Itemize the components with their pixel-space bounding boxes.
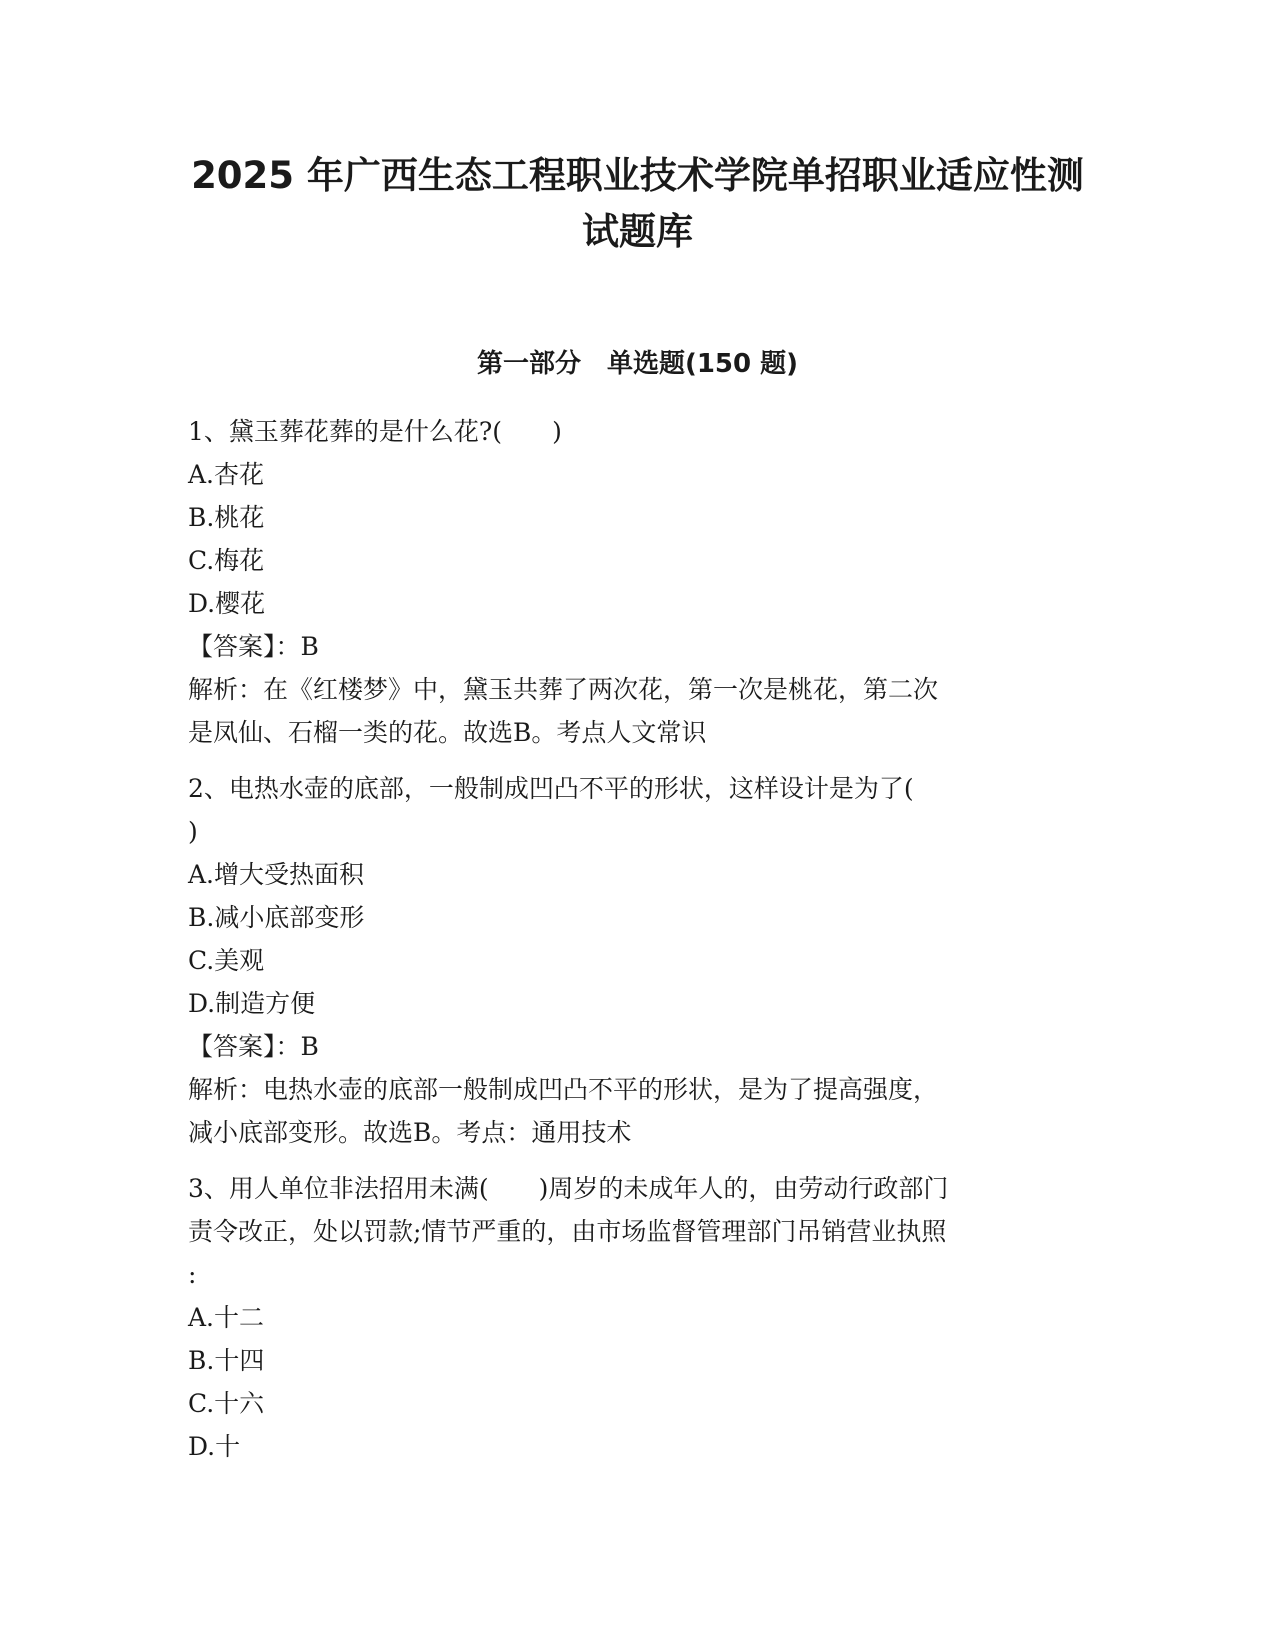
document-title [160, 148, 1115, 260]
option-b: B.减小底部变形 [188, 903, 365, 932]
question-stem: 3、用人单位非法招用未满( )周岁的未成年人的，由劳动行政部门 [188, 1174, 949, 1203]
section-title: 第一部分 单选题(150 题) [476, 349, 799, 379]
option-b: B.十四 [188, 1346, 265, 1375]
option-b: B.桃花 [188, 503, 265, 532]
option-c: C.十六 [188, 1389, 265, 1418]
answer-label: 【答案】：B [188, 1032, 319, 1061]
option-c: C.梅花 [188, 546, 265, 575]
title-line-1: 2025 年广西生态工程职业技术学院单招职业适应性测 [191, 154, 1084, 197]
question-stem: : [188, 1260, 197, 1289]
option-a: A.杏花 [188, 460, 265, 489]
question-list [188, 410, 1088, 1481]
explanation-line: 解析：在《红楼梦》中，黛玉共葬了两次花，第一次是桃花，第二次 [188, 675, 939, 704]
question-stem: 1、黛玉葬花葬的是什么花?( ) [188, 417, 562, 446]
option-d: D.十 [188, 1432, 241, 1461]
question-stem: 2、电热水壶的底部，一般制成凹凸不平的形状，这样设计是为了( [188, 774, 914, 803]
question-2 [188, 767, 1088, 1154]
answer-label: 【答案】：B [188, 632, 319, 661]
question-3 [188, 1167, 1088, 1468]
explanation-line: 解析：电热水壶的底部一般制成凹凸不平的形状，是为了提高强度， [188, 1075, 939, 1104]
option-d: D.樱花 [188, 589, 266, 618]
explanation-line: 减小底部变形。故选B。考点：通用技术 [188, 1118, 632, 1147]
title-line-2: 试题库 [582, 210, 693, 253]
question-1 [188, 410, 1088, 754]
explanation-line: 是凤仙、石榴一类的花。故选B。考点人文常识 [188, 718, 707, 747]
question-stem: ) [188, 817, 198, 846]
option-d: D.制造方便 [188, 989, 316, 1018]
option-a: A.增大受热面积 [188, 860, 365, 889]
option-a: A.十二 [188, 1303, 265, 1332]
question-stem: 责令改正，处以罚款;情节严重的，由市场监督管理部门吊销营业执照 [188, 1217, 947, 1246]
option-c: C.美观 [188, 946, 265, 975]
